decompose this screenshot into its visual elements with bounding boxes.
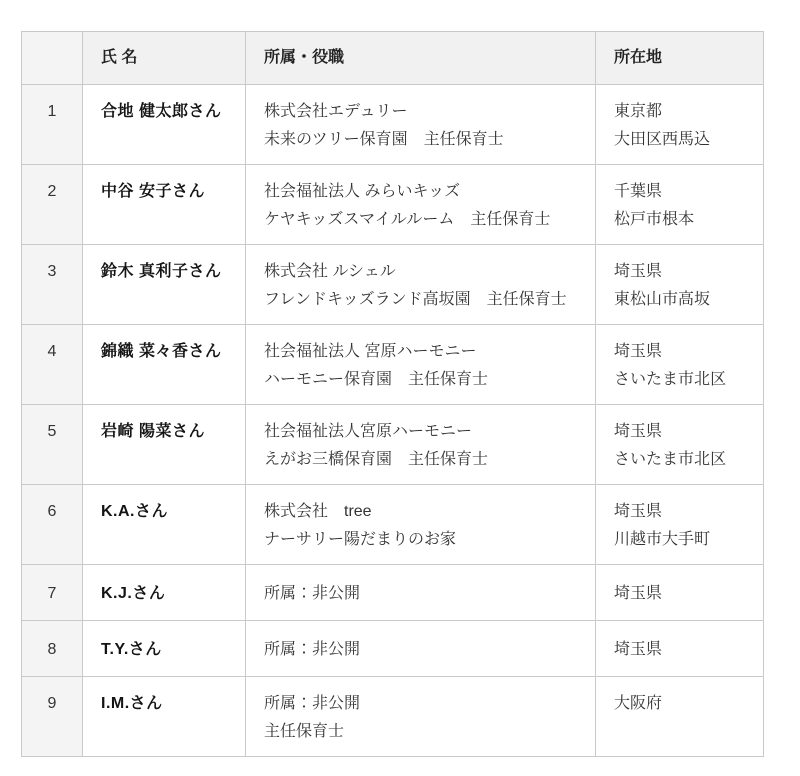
- location-line: 千葉県: [614, 183, 663, 200]
- affiliation-line: 株式会社エデュリー: [264, 103, 408, 120]
- location-cell: [596, 325, 764, 405]
- header-number: [22, 32, 83, 85]
- location-line: さいたま市北区: [614, 451, 727, 468]
- location-line: 埼玉県: [614, 585, 663, 602]
- row-number: 9: [22, 677, 83, 757]
- row-number: 2: [22, 165, 83, 245]
- member-name: 錦織 菜々香さん: [83, 325, 246, 405]
- table-row: [22, 165, 764, 245]
- header-affiliation: 所属・役職: [246, 32, 596, 85]
- table-row: [22, 245, 764, 325]
- affiliation-line: 株式会社 tree: [264, 503, 372, 520]
- location-line: 大阪府: [614, 695, 663, 712]
- affiliation-cell: [246, 405, 596, 485]
- location-cell: [596, 85, 764, 165]
- affiliation-cell: [246, 245, 596, 325]
- affiliation-line: ハーモニー保育園 主任保育士: [264, 371, 489, 388]
- header-row: [22, 32, 764, 85]
- affiliation-line: 社会福祉法人 宮原ハーモニー: [264, 343, 477, 360]
- row-number: 3: [22, 245, 83, 325]
- table-row: [22, 677, 764, 757]
- row-number: 5: [22, 405, 83, 485]
- member-name: T.Y.さん: [83, 621, 246, 677]
- affiliation-cell: [246, 485, 596, 565]
- location-line: さいたま市北区: [614, 371, 727, 388]
- affiliation-line: 所属：非公開: [264, 585, 361, 602]
- location-line: 埼玉県: [614, 343, 663, 360]
- location-line: 埼玉県: [614, 423, 663, 440]
- table-row: [22, 621, 764, 677]
- affiliation-cell: [246, 621, 596, 677]
- location-cell: [596, 621, 764, 677]
- affiliation-line: 株式会社 ルシェル: [264, 263, 396, 280]
- table-body: [22, 85, 764, 757]
- member-name: 中谷 安子さん: [83, 165, 246, 245]
- location-line: 東京都: [614, 103, 663, 120]
- table-row: [22, 325, 764, 405]
- member-name: K.A.さん: [83, 485, 246, 565]
- location-line: 松戸市根本: [614, 211, 695, 228]
- affiliation-cell: [246, 677, 596, 757]
- affiliation-line: 社会福祉法人宮原ハーモニー: [264, 423, 473, 440]
- affiliation-cell: [246, 565, 596, 621]
- affiliation-line: フレンドキッズランド高坂園 主任保育士: [264, 291, 567, 308]
- row-number: 4: [22, 325, 83, 405]
- table-row: [22, 405, 764, 485]
- affiliation-line: えがお三橋保育園 主任保育士: [264, 451, 489, 468]
- affiliation-line: 所属：非公開: [264, 641, 361, 658]
- row-number: 1: [22, 85, 83, 165]
- affiliation-line: ナーサリー陽だまりのお家: [264, 531, 457, 548]
- member-name: K.J.さん: [83, 565, 246, 621]
- affiliation-cell: [246, 325, 596, 405]
- location-cell: [596, 405, 764, 485]
- location-line: 東松山市高坂: [614, 291, 711, 308]
- location-cell: [596, 245, 764, 325]
- table-row: [22, 85, 764, 165]
- member-name: I.M.さん: [83, 677, 246, 757]
- location-line: 川越市大手町: [614, 531, 711, 548]
- member-name: 鈴木 真利子さん: [83, 245, 246, 325]
- member-name: 岩崎 陽菜さん: [83, 405, 246, 485]
- location-cell: [596, 677, 764, 757]
- location-line: 埼玉県: [614, 641, 663, 658]
- location-cell: [596, 485, 764, 565]
- affiliation-line: 社会福祉法人 みらいキッズ: [264, 183, 461, 200]
- row-number: 8: [22, 621, 83, 677]
- affiliation-cell: [246, 85, 596, 165]
- header-name: 氏 名: [83, 32, 246, 85]
- members-table: [21, 31, 764, 757]
- location-line: 埼玉県: [614, 503, 663, 520]
- location-line: 埼玉県: [614, 263, 663, 280]
- row-number: 7: [22, 565, 83, 621]
- affiliation-cell: [246, 165, 596, 245]
- header-location: 所在地: [596, 32, 764, 85]
- affiliation-line: 所属：非公開: [264, 695, 361, 712]
- location-cell: [596, 165, 764, 245]
- table-header: [22, 32, 764, 85]
- row-number: 6: [22, 485, 83, 565]
- location-line: 大田区西馬込: [614, 131, 711, 148]
- affiliation-line: 主任保育士: [264, 723, 345, 740]
- table-row: [22, 485, 764, 565]
- affiliation-line: ケヤキッズスマイルルーム 主任保育士: [264, 211, 551, 228]
- location-cell: [596, 565, 764, 621]
- affiliation-line: 未来のツリー保育園 主任保育士: [264, 131, 504, 148]
- table-row: [22, 565, 764, 621]
- member-name: 合地 健太郎さん: [83, 85, 246, 165]
